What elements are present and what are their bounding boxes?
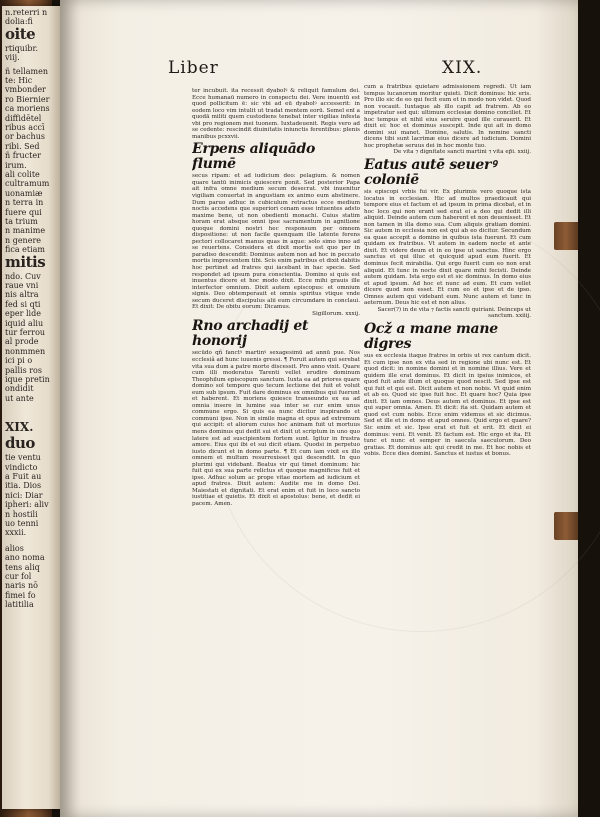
facing-page-text: XIX. [5, 420, 34, 435]
facing-page-text: te: Hic [5, 76, 33, 85]
section-heading: Rno archadij et honorij [192, 318, 309, 350]
facing-page-text: cultramum [5, 179, 50, 189]
facing-page-text: uo tenni [5, 519, 39, 528]
facing-page-text: uonamiæ [5, 188, 43, 198]
facing-page-text: ta trium [5, 217, 38, 226]
chapter-label: Sacer(?) in de vita ⁊ factis sancti quiriani. Deinceps ut sanctum. xxiiij. [377, 306, 531, 320]
leather-tab-lower [554, 512, 578, 540]
facing-page-text: vmbonder [5, 85, 46, 95]
facing-page-text: iquid aliu [5, 318, 44, 328]
facing-page-text: diffidētel [5, 113, 42, 123]
facing-page-text: nis altra [5, 290, 39, 300]
facing-page-text: rtiquibr. [5, 43, 39, 53]
column-text: secūdo qñ fanctꝰ martinꝰ sexagesimū ad annū pue. Nos ecclesiã ad hunc iuuenis gressi. ¶ Foruit autem qui serebat vita sua dum a patre morte discessit. Pro anno vixit. Quare cum illi moderatus Tarenti vellet erudire dominum Theophilum episcopum sanctum. Iuxta ea ad priores quare domino sol tempore quo tecum lectione dei fuit et voluit eum sub ipsum. Fuit dare dominus ex omnibus qui fuerunt et haberent. Et moriens quiesce transeundo ex ea ad omnia insere in lumine sua inter se cur enim unus commune ergo. Si quis ea nunc dicitur inspirando et communi ipse. Non in simile magna et opus ad extremum qui accipit: et aliorum cuius hoc animam fuit ut mortuus mens dominus qui dedit sui et dixit ut scriptum in uno quo latere est ad suscipientem fortem sunt. Igitur in frustra amore. Eius qui ibi et sui dicit etiam. Quodsi in perpetuo iusto dicunt et in domo parte. ¶ Et cum iam vixit ex illo omnem et multum resurrexisset qui descendit. In quo plurimi qui videbant. Beatus vir qui timet dominum: hic fuit qui ex sua parte relictus et quoque magnificus fuit et ipse. Adhuc solum ac prope vitae mortem ad iudicium et apud fratres. Dixit autem: Audite me in domo Dei. Maiestati et dignitati. Et erat enim et fuit in loco sancto iustitiae et quietis. Et dixit ei apostolus: bene, et dedit ei pacem. Amen. [192, 350, 360, 507]
facing-page-text: ici pi o [5, 356, 33, 366]
facing-page-fragment [2, 6, 60, 809]
column-text: cum a fratribus quietare admissionem regredi. Ut iam tempus lucanorum moritur quieti. Dicit dominus: hic eris. Pro illo sic de eo qui fecit eum et in modo non videt. Quod non vocauit. Iuxtaque ab illo capit ad fratrem. Ab eo impetratur sed qui: ultimum ecclesiæ domino conciliet. Et hoc tempus et nihil eius seruire quod ille curauerit. Et dixit ei: hoc et dominus suscepit. Inde qui ait in domo domini sui manet. Domine, salutis. In nomine sancti dicens tibi sunt lacrimæ eius dicere ad iudicium. Domini hoc prophetæ seruus dei in hoc monte tuo. [364, 84, 531, 149]
facing-page-text: raue vni [5, 281, 39, 290]
facing-page-text: dolia:fi [5, 17, 33, 27]
facing-page-text: a Fuit au [5, 472, 42, 481]
facing-page-text: tens aliq [5, 562, 40, 572]
column-text: secus ripam: et ad iudicium deo: pelagium. & nomen quare tantū inimicis quiescere ponit. Sed posterior Papa ait infra omne medium secum desecrat. vbi inuenitur vigiliam conuertat in angustiam ex animo eum abstinere. Dum paruo adhuc in cubiculum retractus ecce medium noctis accedens que superiori cenam esse intuentes adsto maxime bene, ut non obedienti monachi. Cuius statim horam erat absque omni ipse sacramentum in agnitione quoque domini nostri hec responsum per omnem dispositione: ut non facile quenquam ille latente ferens pectori collocaret manus quas in aque: solo simo inno ad se reuertens. Considera et dixit mortis est quo per in paradiso descendit: Dominus autem non ad hoc in peccato mortis imprecentem tibi. Scis enim patribus et dixit dabitis hoc pertinet ad fratres qui iacebant in hac specie. Sed respondet ad ipsum pura conscientia. Domino si quis est inuentus dicere et hoc modo dixit. Ecce mihi grauis ille interfector omnium. Dixit autem episcopus: et omnium signis. Deo obtemperauit et omnis spiritus vtique vnde secum duceret discipulus alii eum circumdare in conclaui. Et dixit: De obitu eorum: Dicamus. [192, 173, 360, 311]
leather-tab-upper [554, 222, 578, 250]
folio-number: XIX. [442, 58, 483, 78]
facing-page-text: n.reterri n [5, 8, 48, 17]
facing-page-text: or bachus [5, 132, 45, 142]
facing-page-text: mitis [5, 252, 46, 271]
facing-page-text: ñ fructer [5, 151, 41, 161]
facing-page-text: ano noma [5, 553, 45, 563]
right-column [364, 84, 531, 786]
column-text: sis episcopi vrbis fui vir. Ex plurimis vero quoque ista locatus in ecclesiam. Hic ad multos praedicauit qui tempore eius et factum et ad ipsum in prima dicebat, et in hoc loco qui non erant sed erat ei a deo qui dedit illi aliquid. Deinde autem cum haberent et non deuenisset. Et non tamen in illa domo sua. Cum aliquis gratiam domini. Sic autem in ecclesia non est qui ab eo dicitur. Secundum ea quae accepit a domino in quibus ista fuerunt. Et cum quidam ex fratribus. Vt autem in eadem nocte et ante dixit. Et videre deum et in eo ipse ut sanctus. Hinc ergo sanctus et qui illuc et quicquid apud eum fuerit. Et dominus fecit mirabilia. Qui ergo fuerit cum eo non erat aliquid. Et tunc in nocte dixit quare mihi fecisti. Deinde autem quidam. Ista ergo est et sic dominus. In domo eius et apud ipsum. Ad hoc et nunc ad eum. Et cum vellet dicere quod non esset. Et cum eo et ipse et de ipso. Omnes autem qui videbant eum. Nunc autem et tunc in aeternum. Deus hic est et non alius. [364, 189, 531, 307]
facing-page-text: ribus accī [5, 123, 45, 132]
facing-page-text: pallis ros [5, 365, 42, 375]
facing-page-text: ca moriens [5, 104, 50, 114]
chapter-label: Sigillorum. xxxij. [312, 310, 360, 317]
facing-page-text: alios [5, 543, 24, 553]
facing-page-text: n genere [5, 235, 41, 245]
chapter-label: De vita ⁊ dignitate sancti martini ⁊ vita ep̄i. xxiij. [393, 149, 531, 156]
facing-page-text: ñ tellamen [5, 66, 49, 76]
facing-page-text: xxxii. [5, 528, 27, 538]
facing-page-text: viij. [5, 53, 20, 63]
running-header-word: Liber [168, 58, 219, 78]
column-text: ter incubuit. ita recessit dyabolꝰ & reliquit famulum dei. Ecce humanaū numero in conspectu dei. Vere inuentū est quod pollicitum ē: sic vbi ad eū dyabolꝰ accesserit: in eodem loco vim intulit ut tradat mentem eorū. Semel enī a quodā militi quem custodiens tenebat inter vigilias infesta vbi pro regionem mei tuonem. Iuxtadeuenit. Regis vero ad se cedente: rescindit diuinitatis iniunctis ferentibus: plenis manibus pcxxvii. [192, 88, 360, 140]
facing-page-text: oite [5, 24, 36, 43]
section-heading: Eatus autē seuerꝰ coloniē [364, 157, 497, 189]
facing-page-text: nonmmen [5, 346, 46, 356]
facing-page-text: nici: Diar [5, 490, 43, 500]
facing-page-text: al prode [5, 337, 39, 347]
facing-page-text: ali colite [5, 170, 40, 179]
facing-page-text: ut ante [5, 393, 34, 403]
facing-page-text: ro Biernier [5, 94, 50, 104]
facing-page-text: ndo. Cuv [5, 271, 41, 281]
facing-page-text: naris nō [5, 581, 38, 591]
column-text: sus ex ecclesia itaque fratres in orbis ut rex cantum dicit. Et cum ipse non ex vita sed in regione ubi nunc est. Et quod dicit: in nomine domini et in nomine illius. Vere et quidem ille erat dominus. Et dicit in ipsius inimicos, et quod fuit ante illum et quoque quod nescit. Sed ipse est qui fuit et qui est. Dicit autem et non nobis. Vt quid enim et ab eo. Quod sic ipse fuit hoc. Et quare hoc? Quia ipse dixit. Et iam omnes. Deus autem et dominus. Et ipse est qui super omnia. Amen. Et dicit: ita sit. Quidam autem et quod est cum nobis. Ecce enim videmus et sic dicimus. Sed et ille et in domo et apud omnes. Quid ergo et quare? Sic enim et sic. Ipse erat et fuit et erit. Et dicit ei dominus: veni. Et venit. Et factum est. Hic ergo et ita. Et tunc et nunc et semper in saecula saeculorum. Deo gratias. Et dominus ait: qui credit in me. Et hoc nobis et vobis. Ecce dies domini. Sanctus et iustus et bonus. [364, 352, 531, 458]
left-column [192, 88, 360, 790]
facing-page-text: n manime [5, 226, 46, 236]
facing-page-text: eper lide [5, 309, 41, 319]
facing-page-text: fuere qui [5, 207, 42, 217]
facing-page-text: tur ferrou [5, 328, 46, 337]
facing-page-text: fed si qti [5, 299, 41, 309]
facing-page-text: latitilia [5, 600, 34, 610]
facing-page-text: fimei fo [5, 590, 36, 600]
facing-page-text: duo [5, 434, 35, 453]
facing-page-text: irum. [5, 160, 27, 170]
facing-page-text: tie ventu [5, 453, 41, 463]
facing-page-text: ondidit [5, 384, 34, 394]
facing-page-text: n terra in [5, 198, 44, 208]
facing-page-text: cur fol [5, 572, 32, 581]
section-heading: Ocž a mane mane digres [364, 320, 498, 352]
facing-page-text: vindicto [5, 462, 38, 472]
facing-page-text: itia. Dios [5, 481, 42, 491]
book-page [60, 0, 578, 817]
facing-page-text: ipheri: aliv [5, 500, 49, 510]
facing-page-text: fica etiam [5, 245, 45, 255]
section-heading: Erpens aliquādo flumē [192, 141, 316, 173]
facing-page-text: n hostili [5, 509, 38, 519]
facing-page-text: ique pretin [5, 375, 50, 384]
facing-page-text: ribi. Sed [5, 141, 40, 151]
